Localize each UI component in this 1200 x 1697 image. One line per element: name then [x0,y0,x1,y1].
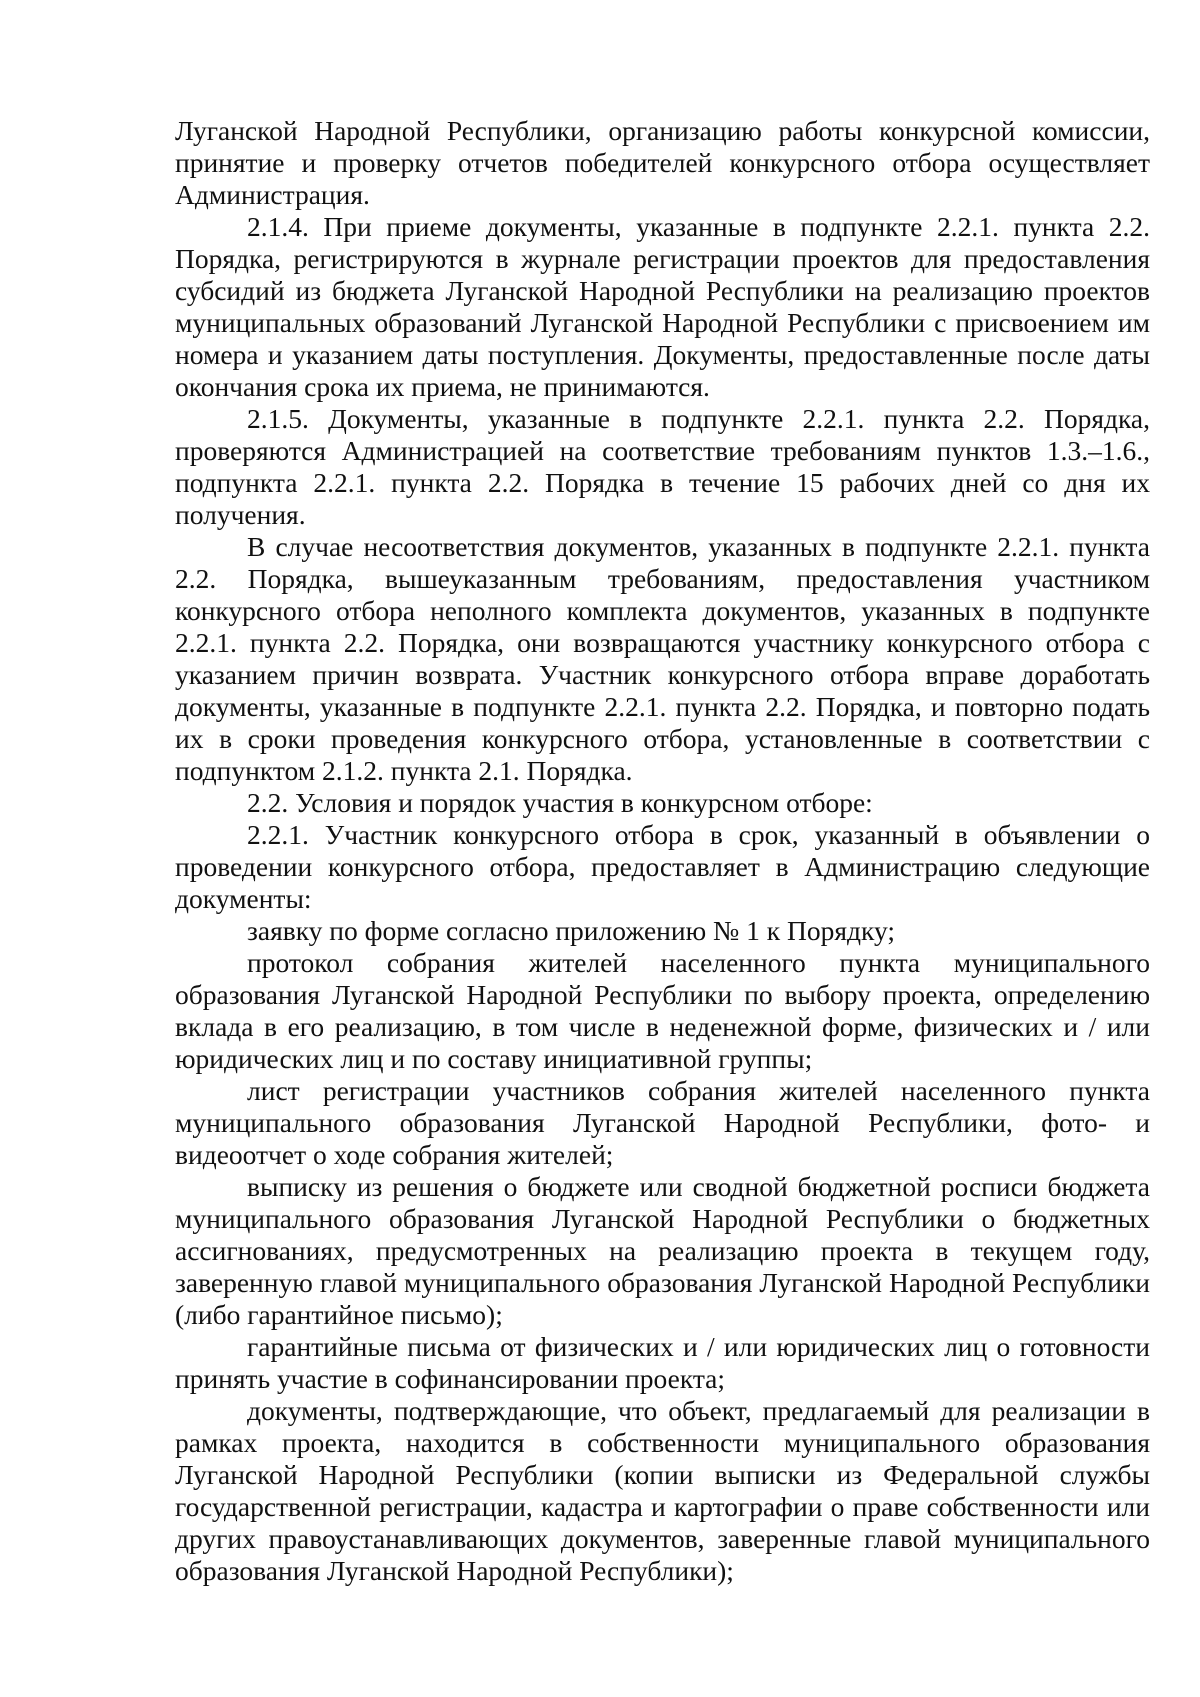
paragraph-2-2: 2.2. Условия и порядок участия в конкурсном отборе: [247,787,873,818]
paragraph-continuation: Луганской Народной Республики, организацию работы конкурсной комиссии, принятие и проверку отчетов победителей конкурсного отбора осуществляет Администрация. [175,115,1150,210]
list-item-registration-sheet: лист регистрации участников собрания жителей населенного пункта муниципального образования Луганской Народной Республики, фото- и видеоотчет о ходе собрания жителей; [175,1075,1150,1170]
list-item-ownership-documents: документы, подтверждающие, что объект, предлагаемый для реализации в рамках проекта, находится в собственности муниципального образования Луганской Народной Республики (копии выписки из Федеральной службы государственной регистрации, кадастра и картографии о праве собственности или других правоустанавливающих документов, заверенные главой муниципального образования Луганской Народной Республики); [175,1395,1150,1586]
paragraph-return-documents: В случае несоответствия документов, указанных в подпункте 2.2.1. пункта 2.2. Порядка, вышеуказанным требованиям, предоставления участником конкурсного отбора неполного комплекта документов, указанных в подпункте 2.2.1. пункта 2.2. Порядка, они возвращаются участнику конкурсного отбора с указанием причин возврата. Участник конкурсного отбора вправе доработать документы, указанные в подпункте 2.2.1. пункта 2.2. Порядка, и повторно подать их в сроки проведения конкурсного отбора, установленные в соответствии с подпунктом 2.1.2. пункта 2.1. Порядка. [175,531,1150,786]
list-item-guarantee-letters: гарантийные письма от физических и / или юридических лиц о готовности принять участие в софинансировании проекта; [175,1331,1150,1394]
list-item-budget-extract: выписку из решения о бюджете или сводной бюджетной росписи бюджета муниципального образования Луганской Народной Республики о бюджетных ассигнованиях, предусмотренных на реализацию проекта в текущем году, заверенную главой муниципального образования Луганской Народной Республики (либо гарантийное письмо); [175,1171,1150,1330]
paragraph-2-1-4: 2.1.4. При приеме документы, указанные в подпункте 2.2.1. пункта 2.2. Порядка, регистрируются в журнале регистрации проектов для предоставления субсидий из бюджета Луганской Народной Республики на реализацию проектов муниципальных образований Луганской Народной Республики с присвоением им номера и указанием даты поступления. Документы, предоставленные после даты окончания срока их приема, не принимаются. [175,211,1150,402]
list-item-protocol: протокол собрания жителей населенного пункта муниципального образования Луганской Народной Республики по выбору проекта, определению вклада в его реализацию, в том числе в неденежной форме, физических и / или юридических лиц и по составу инициативной группы; [175,947,1150,1074]
paragraph-2-2-1: 2.2.1. Участник конкурсного отбора в срок, указанный в объявлении о проведении конкурсного отбора, предоставляет в Администрацию следующие документы: [175,819,1150,914]
list-item-application: заявку по форме согласно приложению № 1 к Порядку; [247,915,895,946]
document-page [175,115,1150,1587]
paragraph-2-1-5: 2.1.5. Документы, указанные в подпункте 2.2.1. пункта 2.2. Порядка, проверяются Администрацией на соответствие требованиям пунктов 1.3.–1.6., подпункта 2.2.1. пункта 2.2. Порядка в течение 15 рабочих дней со дня их получения. [175,403,1150,530]
